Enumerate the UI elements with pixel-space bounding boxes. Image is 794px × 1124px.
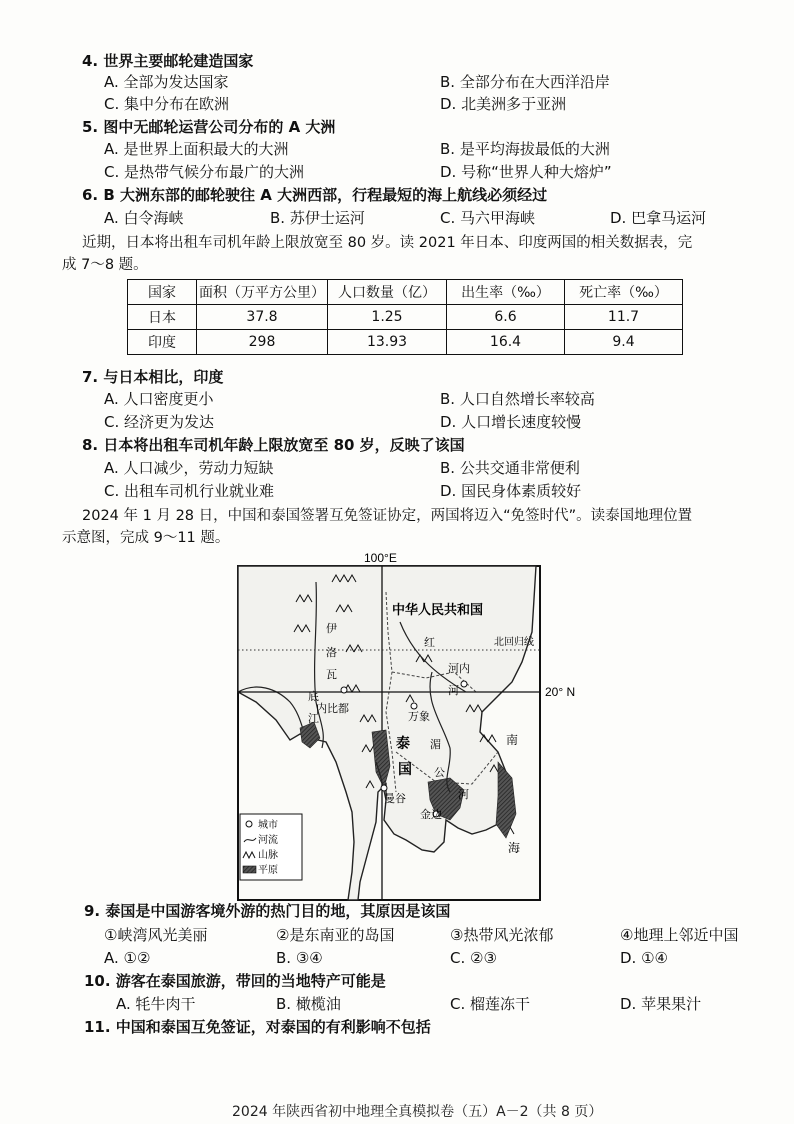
thailand-label-2: 国	[398, 762, 412, 778]
q6-option-b: B. 苏伊士运河	[270, 209, 365, 227]
legend-city-icon	[246, 821, 252, 827]
river-label-char: 公	[434, 766, 445, 779]
q10-option-d: D. 苹果果汁	[620, 995, 702, 1013]
river-label-char: 洛	[326, 646, 337, 659]
q5-option-d: D. 号称“世界人种大熔炉”	[440, 163, 612, 181]
river-label-char: 底	[308, 690, 319, 703]
river-label-char: 河	[458, 788, 469, 801]
table-row	[128, 305, 683, 330]
q4-option-b: B. 全部分布在大西洋沿岸	[440, 73, 610, 91]
table-cell: 298	[197, 330, 328, 355]
q4-option-d: D. 北美洲多于亚洲	[440, 95, 567, 113]
map-legend	[240, 814, 302, 880]
country-data-table	[127, 279, 683, 355]
q8-option-b: B. 公共交通非常便利	[440, 459, 580, 477]
q8-option-a: A. 人口减少，劳动力短缺	[104, 459, 274, 477]
q11-stem: 11. 中国和泰国互免签证，对泰国的有利影响不包括	[84, 1018, 431, 1036]
q7-stem: 7. 与日本相比，印度	[82, 368, 224, 386]
q9-option-a: A. ①②	[104, 949, 151, 967]
table-cell: 6.6	[447, 305, 565, 330]
city-label-naypyidaw: 内比都	[316, 702, 349, 715]
q10-option-c: C. 榴莲冻干	[450, 995, 531, 1013]
q7-option-c: C. 经济更为发达	[104, 413, 215, 431]
q9-statement-4: ④地理上邻近中国	[620, 926, 739, 944]
city-marker-bangkok	[381, 785, 387, 791]
intro-7-8-line2: 成 7～8 题。	[62, 257, 148, 273]
q10-option-a: A. 牦牛肉干	[116, 995, 196, 1013]
q5-stem: 5. 图中无邮轮运营公司分布的 A 大洲	[82, 118, 336, 136]
table-cell: 1.25	[328, 305, 447, 330]
q9-statement-1: ①峡湾风光美丽	[104, 926, 208, 944]
tropic-label: 北回归线	[494, 637, 534, 648]
q10-stem: 10. 游客在泰国旅游，带回的当地特产可能是	[84, 972, 386, 990]
q8-option-c: C. 出租车司机行业就业难	[104, 482, 275, 500]
legend-city-label: 城市	[258, 820, 278, 831]
river-label-char: 河	[448, 684, 459, 697]
q9-statement-3: ③热带风光浓郁	[450, 926, 554, 944]
q6-stem: 6. B 大洲东部的邮轮驶往 A 大洲西部，行程最短的海上航线必须经过	[82, 186, 548, 204]
q8-option-d: D. 国民身体素质较好	[440, 482, 582, 500]
q9-statement-2: ②是东南亚的岛国	[276, 926, 395, 944]
city-marker-hanoi	[461, 681, 467, 687]
river-label-char: 伊	[326, 622, 337, 635]
q6-option-d: D. 巴拿马运河	[610, 209, 707, 227]
legend-plain-label: 平原	[258, 865, 278, 876]
city-label-hanoi: 河内	[448, 662, 470, 675]
thailand-location-map	[236, 551, 576, 902]
q9-option-b: B. ③④	[276, 949, 323, 967]
city-label-vientiane: 万象	[408, 710, 430, 723]
river-label-char: 红	[424, 636, 435, 649]
q8-stem: 8. 日本将出租车司机年龄上限放宽至 80 岁，反映了该国	[82, 436, 465, 454]
city-marker-vientiane	[411, 703, 417, 709]
q9-option-c: C. ②③	[450, 949, 497, 967]
china-label: 中华人民共和国	[392, 603, 484, 618]
table-cell: 16.4	[447, 330, 565, 355]
intro-9-11-line2: 示意图，完成 9～11 题。	[62, 530, 230, 546]
city-label-phnom-penh: 金边	[420, 808, 442, 821]
q9-option-d: D. ①④	[620, 949, 668, 967]
q7-option-b: B. 人口自然增长率较高	[440, 390, 595, 408]
longitude-label: 100°E	[364, 551, 397, 565]
q7-option-d: D. 人口增长速度较慢	[440, 413, 582, 431]
city-marker-naypyidaw	[341, 687, 347, 693]
q4-option-c: C. 集中分布在欧洲	[104, 95, 230, 113]
river-label-char: 湄	[430, 738, 441, 751]
thailand-label-1: 泰	[396, 736, 410, 752]
river-label-char: 瓦	[326, 668, 337, 681]
q9-stem: 9. 泰国是中国游客境外游的热门目的地，其原因是该国	[84, 902, 451, 920]
table-header-cell: 出生率（‰）	[447, 280, 565, 305]
table-header-row	[128, 280, 683, 305]
table-cell: 印度	[128, 330, 197, 355]
table-cell: 11.7	[565, 305, 683, 330]
sea-label-2: 海	[508, 841, 521, 855]
latitude-label: 20° N	[545, 685, 576, 699]
q10-option-b: B. 橄榄油	[276, 995, 341, 1013]
sea-label-1: 南	[506, 733, 519, 747]
table-header-cell: 国家	[128, 280, 197, 305]
intro-7-8-line1: 近期，日本将出租车司机年龄上限放宽至 80 岁。读 2021 年日本、印度两国的相关数据表，完	[82, 235, 693, 251]
page-footer: 2024 年陕西省初中地理全真模拟卷（五）A－2（共 8 页）	[232, 1104, 603, 1120]
legend-mountain-label: 山脉	[258, 850, 278, 861]
table-cell: 9.4	[565, 330, 683, 355]
table-cell: 日本	[128, 305, 197, 330]
table-header-cell: 死亡率（‰）	[565, 280, 683, 305]
city-label-bangkok: 曼谷	[384, 792, 406, 805]
q4-stem: 4. 世界主要邮轮建造国家	[82, 52, 254, 70]
table-cell: 37.8	[197, 305, 328, 330]
legend-plain-icon	[243, 866, 256, 873]
intro-9-11-line1: 2024 年 1 月 28 日，中国和泰国签署互免签证协定，两国将迈入“免签时代”。读泰国地理位置	[82, 508, 693, 524]
river-label-char: 江	[308, 712, 319, 725]
q5-option-b: B. 是平均海拔最低的大洲	[440, 140, 610, 158]
q7-option-a: A. 人口密度更小	[104, 390, 214, 408]
q4-option-a: A. 全部为发达国家	[104, 73, 229, 91]
table-header-cell: 人口数量（亿）	[328, 280, 447, 305]
table-row	[128, 330, 683, 355]
q5-option-a: A. 是世界上面积最大的大洲	[104, 140, 289, 158]
q5-option-c: C. 是热带气候分布最广的大洲	[104, 163, 305, 181]
q6-option-a: A. 白令海峡	[104, 209, 184, 227]
legend-river-label: 河流	[258, 835, 278, 846]
table-header-cell: 面积（万平方公里）	[197, 280, 328, 305]
q6-option-c: C. 马六甲海峡	[440, 209, 536, 227]
table-cell: 13.93	[328, 330, 447, 355]
